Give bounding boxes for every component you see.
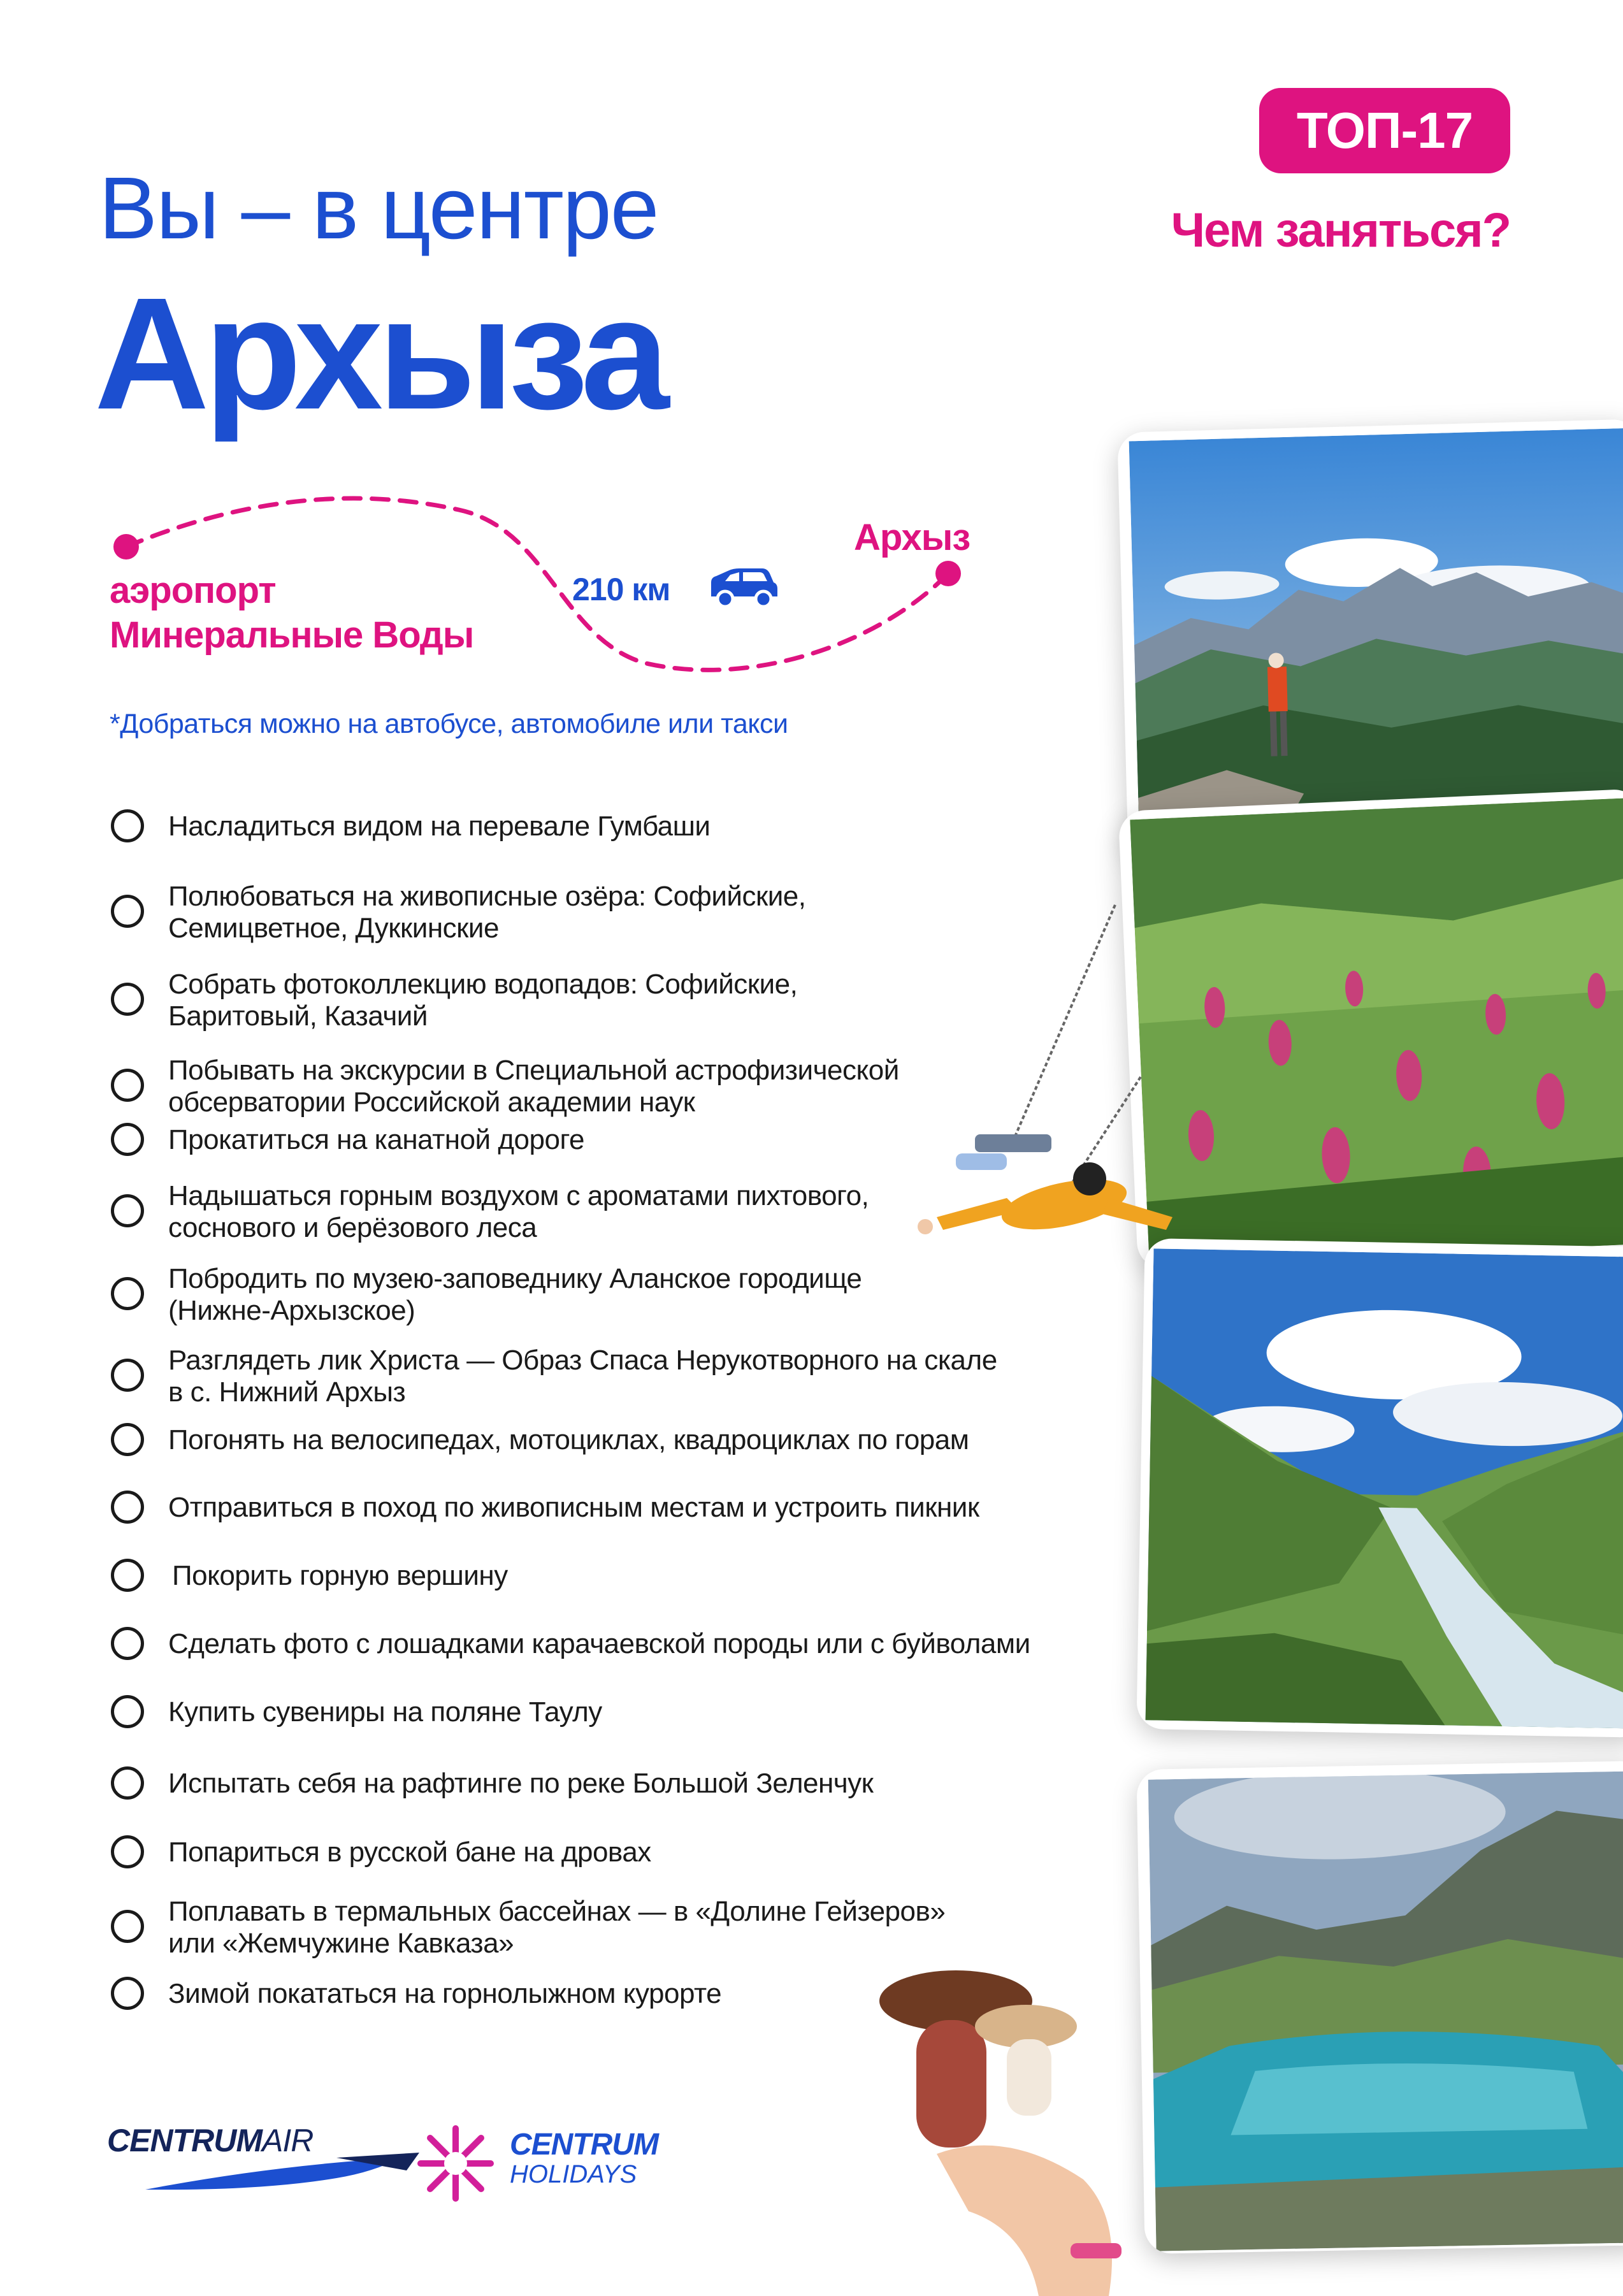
item-line2: соснового и берёзового леса: [168, 1212, 537, 1243]
checkbox[interactable]: [111, 1559, 144, 1592]
item-line1: Разглядеть лик Христа — Образ Спаса Нерукотворного на скале: [168, 1345, 997, 1376]
item-line2: обсерватории Российской академии наук: [168, 1087, 695, 1118]
logo-air-bold: CENTRUM: [107, 2123, 262, 2158]
item-line1: Поплавать в термальных бассейнах — в «Долине Гейзеров»: [168, 1896, 946, 1927]
item-line2: в с. Нижний Архыз: [168, 1376, 406, 1408]
checkbox[interactable]: [111, 1910, 144, 1943]
checkbox[interactable]: [111, 1627, 144, 1660]
item-line1: Погонять на велосипедах, мотоциклах, квадроциклах по горам: [168, 1424, 969, 1455]
swoosh-icon: [145, 2153, 438, 2197]
item-line1: Покорить горную вершину: [172, 1560, 508, 1591]
item-line1: Зимой покататься на горнолыжном курорте: [168, 1978, 722, 2009]
checkbox[interactable]: [111, 1194, 144, 1227]
car-icon: [706, 566, 780, 610]
checkbox[interactable]: [111, 895, 144, 928]
logo-holidays-line1: CENTRUM: [510, 2128, 658, 2162]
top-subtitle: Чем заняться?: [1171, 203, 1510, 257]
checkbox[interactable]: [111, 983, 144, 1016]
route-origin: [110, 568, 473, 657]
route-start-dot: [113, 534, 139, 560]
checkbox[interactable]: [111, 1123, 144, 1156]
item-line1: Испытать себя на рафтинге по реке Большой Зеленчук: [168, 1768, 874, 1799]
item-line2: (Нижне-Архызское): [168, 1295, 415, 1326]
checkbox[interactable]: [111, 809, 144, 842]
route-distance: 210 км: [572, 572, 670, 607]
checkbox[interactable]: [111, 1977, 144, 2010]
swing-person-illustration: [918, 899, 1185, 1255]
item-line2: Семицветное, Дуккинские: [168, 913, 499, 944]
title-line-1: Вы – в центре: [99, 159, 658, 257]
logo-air-light: AIR: [261, 2123, 314, 2158]
route-origin-line2: Минеральные Воды: [110, 614, 474, 656]
photo-flower-meadow: [1118, 788, 1623, 1269]
item-line2: или «Жемчужине Кавказа»: [168, 1928, 514, 1959]
item-line1: Насладиться видом на перевале Гумбаши: [168, 811, 711, 842]
item-line1: Побродить по музею-заповеднику Аланское городище: [168, 1263, 862, 1294]
item-line1: Купить сувениры на поляне Таулу: [168, 1696, 602, 1728]
checkbox[interactable]: [111, 1766, 144, 1800]
item-line1: Надышаться горным воздухом с ароматами пихтового,: [168, 1180, 869, 1211]
logo-holidays-line2: HOLIDAYS: [510, 2160, 637, 2188]
checkbox[interactable]: [111, 1069, 144, 1102]
item-line1: Полюбоваться на живописные озёра: Софийские,: [168, 881, 806, 912]
route-origin-line1: аэропорт: [110, 570, 276, 611]
top-badge: ТОП-17: [1259, 88, 1510, 173]
checkbox[interactable]: [111, 1423, 144, 1456]
mushroom-hand-illustration: [879, 1963, 1153, 2296]
checkbox[interactable]: [111, 1277, 144, 1310]
photo-valley-river: [1136, 1238, 1623, 1738]
title-line-2: Архыза: [94, 264, 665, 442]
item-line1: Собрать фотоколлекцию водопадов: Софийские,: [168, 969, 798, 1000]
checkbox[interactable]: [111, 1835, 144, 1868]
photo-mountain-lake: [1136, 1761, 1623, 2254]
star-burst-icon: [414, 2122, 497, 2205]
checkbox[interactable]: [111, 1491, 144, 1524]
item-line2: Баритовый, Казачий: [168, 1000, 428, 1032]
route-end-dot: [935, 561, 961, 586]
item-line1: Побывать на экскурсии в Специальной астрофизической: [168, 1055, 899, 1086]
item-line1: Попариться в русской бане на дровах: [168, 1837, 651, 1868]
route-destination: Архыз: [854, 517, 970, 558]
item-line1: Отправиться в поход по живописным местам и устроить пикник: [168, 1492, 979, 1523]
item-line1: Сделать фото с лошадками карачаевской породы или с буйволами: [168, 1628, 1030, 1659]
checkbox[interactable]: [111, 1359, 144, 1392]
checkbox[interactable]: [111, 1695, 144, 1728]
item-line1: Прокатиться на канатной дороге: [168, 1124, 584, 1155]
route-note: *Добраться можно на автобусе, автомобиле или такси: [110, 709, 788, 739]
